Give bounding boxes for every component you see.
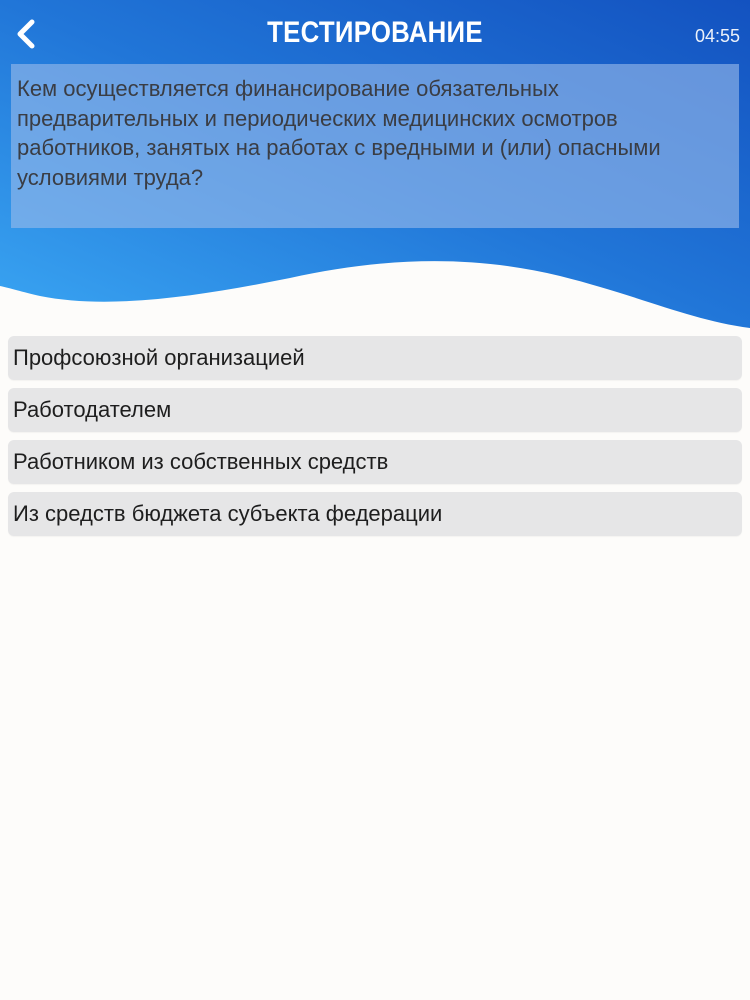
- answer-label: Профсоюзной организацией: [13, 345, 305, 370]
- answer-list: [8, 336, 742, 544]
- answer-option-3[interactable]: [8, 440, 742, 484]
- answer-option-4[interactable]: [8, 492, 742, 536]
- question-text: Кем осуществляется финансирование обязательных предварительных и периодических медицинских осмотров работников, занятых на работах с вредными и (или) опасными условиями труда?: [17, 76, 661, 190]
- answer-label: Работодателем: [13, 397, 172, 422]
- countdown-timer: 04:55: [694, 26, 740, 46]
- top-bar: [0, 0, 750, 66]
- page-title: ТЕСТИРОВАНИЕ: [267, 16, 483, 49]
- answer-label: Работником из собственных средств: [13, 449, 389, 474]
- answer-option-1[interactable]: [8, 336, 742, 380]
- question-box: [11, 64, 739, 228]
- chevron-left-icon: [15, 19, 37, 49]
- back-button[interactable]: [6, 14, 46, 54]
- answer-label: Из средств бюджета субъекта федерации: [13, 501, 443, 526]
- answer-option-2[interactable]: [8, 388, 742, 432]
